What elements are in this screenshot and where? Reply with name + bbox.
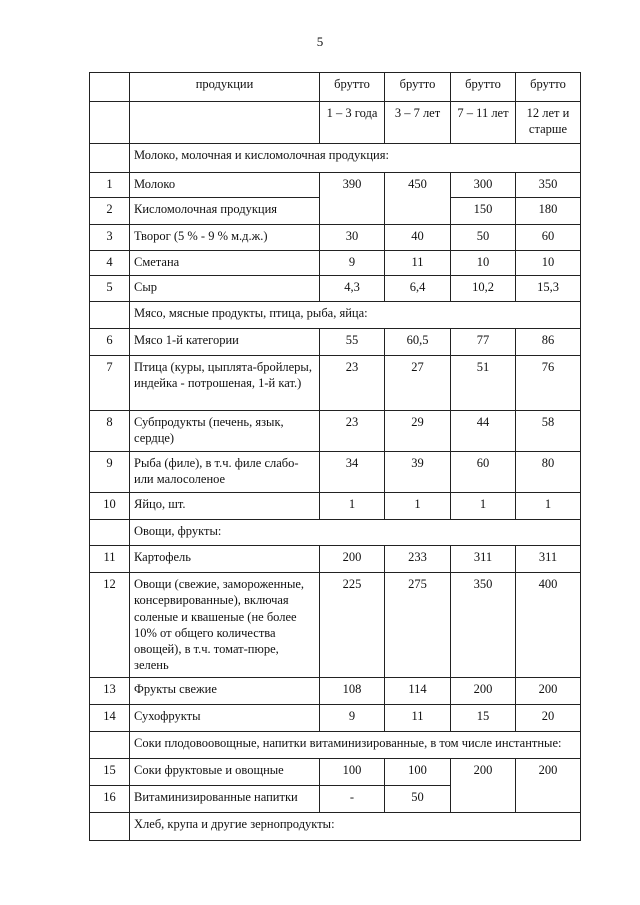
value-cell: 39 (385, 452, 451, 493)
value-cell: 29 (385, 411, 451, 452)
row-number: 5 (90, 276, 130, 302)
table-row (90, 546, 581, 573)
nutrition-norms-table (89, 72, 581, 841)
table-row (90, 329, 581, 356)
value-cell: 20 (516, 704, 581, 731)
row-number: 11 (90, 546, 130, 573)
header-row-brutto (90, 73, 581, 102)
value-cell: - (320, 785, 385, 812)
product-name: Овощи (свежие, замороженные, консервированные), включая соленые и квашеные (не более 10% от общего количества овощей), в т.ч. томат-пюре, зелень (130, 573, 320, 678)
value-cell: 27 (385, 356, 451, 411)
value-cell: 200 (451, 758, 516, 812)
value-cell: 200 (516, 677, 581, 704)
table-row (90, 758, 581, 785)
value-cell: 11 (385, 251, 451, 276)
value-cell: 23 (320, 411, 385, 452)
value-cell: 6,4 (385, 276, 451, 302)
value-cell: 40 (385, 225, 451, 251)
section-row (90, 144, 581, 173)
header-number-cell (90, 102, 130, 144)
header-brutto: брутто (451, 73, 516, 102)
row-number: 9 (90, 452, 130, 493)
product-name: Сыр (130, 276, 320, 302)
value-cell: 450 (385, 173, 451, 225)
value-cell: 44 (451, 411, 516, 452)
header-number-cell (90, 73, 130, 102)
row-number: 8 (90, 411, 130, 452)
product-name: Субпродукты (печень, язык, сердце) (130, 411, 320, 452)
value-cell: 180 (516, 198, 581, 225)
row-number: 12 (90, 573, 130, 678)
value-cell: 15,3 (516, 276, 581, 302)
value-cell: 10 (451, 251, 516, 276)
value-cell: 60,5 (385, 329, 451, 356)
product-name: Яйцо, шт. (130, 493, 320, 520)
header-age-group: 3 – 7 лет (385, 102, 451, 144)
header-age-group: 7 – 11 лет (451, 102, 516, 144)
header-product-cell (130, 102, 320, 144)
value-cell: 114 (385, 677, 451, 704)
table-row (90, 411, 581, 452)
value-cell: 51 (451, 356, 516, 411)
table-row (90, 452, 581, 493)
table-row (90, 173, 581, 198)
value-cell: 50 (385, 785, 451, 812)
value-cell: 50 (451, 225, 516, 251)
header-brutto: брутто (320, 73, 385, 102)
table-row (90, 251, 581, 276)
value-cell: 55 (320, 329, 385, 356)
table-row (90, 493, 581, 520)
value-cell: 390 (320, 173, 385, 225)
product-name: Фрукты свежие (130, 677, 320, 704)
value-cell: 30 (320, 225, 385, 251)
product-name: Кисломолочная продукция (130, 198, 320, 225)
table-row (90, 356, 581, 411)
table-row (90, 225, 581, 251)
section-row (90, 520, 581, 546)
value-cell: 275 (385, 573, 451, 678)
value-cell: 225 (320, 573, 385, 678)
value-cell: 86 (516, 329, 581, 356)
product-name: Картофель (130, 546, 320, 573)
section-title-dairy: Молоко, молочная и кисломолочная продукция: (130, 144, 581, 173)
value-cell: 1 (385, 493, 451, 520)
value-cell: 11 (385, 704, 451, 731)
value-cell: 300 (451, 173, 516, 198)
row-number: 6 (90, 329, 130, 356)
value-cell: 10 (516, 251, 581, 276)
value-cell: 108 (320, 677, 385, 704)
page-number: 5 (316, 34, 324, 49)
value-cell: 23 (320, 356, 385, 411)
value-cell: 350 (516, 173, 581, 198)
value-cell: 9 (320, 251, 385, 276)
value-cell: 233 (385, 546, 451, 573)
product-name: Рыба (филе), в т.ч. филе слабо- или малосоленое (130, 452, 320, 493)
value-cell: 311 (516, 546, 581, 573)
row-number: 3 (90, 225, 130, 251)
row-number: 1 (90, 173, 130, 198)
row-number: 16 (90, 785, 130, 812)
value-cell: 1 (516, 493, 581, 520)
value-cell: 400 (516, 573, 581, 678)
value-cell: 1 (451, 493, 516, 520)
section-row (90, 812, 581, 840)
value-cell: 34 (320, 452, 385, 493)
header-age-group: 1 – 3 года (320, 102, 385, 144)
value-cell: 1 (320, 493, 385, 520)
value-cell: 350 (451, 573, 516, 678)
row-number: 4 (90, 251, 130, 276)
value-cell: 4,3 (320, 276, 385, 302)
product-name: Птица (куры, цыплята-бройлеры, индейка - потрошеная, 1-й кат.) (130, 356, 320, 411)
value-cell: 10,2 (451, 276, 516, 302)
row-number: 7 (90, 356, 130, 411)
table-row (90, 573, 581, 678)
table-row (90, 276, 581, 302)
product-name: Сухофрукты (130, 704, 320, 731)
section-title-bread: Хлеб, крупа и другие зернопродукты: (130, 812, 581, 840)
table-row (90, 704, 581, 731)
value-cell: 311 (451, 546, 516, 573)
header-brutto: брутто (516, 73, 581, 102)
product-name: Мясо 1-й категории (130, 329, 320, 356)
header-row-ages (90, 102, 581, 144)
section-title-meat: Мясо, мясные продукты, птица, рыба, яйца: (130, 302, 581, 329)
section-row (90, 302, 581, 329)
row-number: 15 (90, 758, 130, 785)
section-row (90, 731, 581, 758)
value-cell: 58 (516, 411, 581, 452)
product-name: Соки фруктовые и овощные (130, 758, 320, 785)
value-cell: 100 (320, 758, 385, 785)
header-product: продукции (130, 73, 320, 102)
value-cell: 60 (451, 452, 516, 493)
section-title-juices: Соки плодовоовощные, напитки витаминизированные, в том числе инстантные: (130, 731, 581, 758)
value-cell: 80 (516, 452, 581, 493)
section-title-vegetables: Овощи, фрукты: (130, 520, 581, 546)
row-number: 2 (90, 198, 130, 225)
value-cell: 200 (320, 546, 385, 573)
value-cell: 150 (451, 198, 516, 225)
value-cell: 15 (451, 704, 516, 731)
value-cell: 60 (516, 225, 581, 251)
row-number: 10 (90, 493, 130, 520)
product-name: Творог (5 % - 9 % м.д.ж.) (130, 225, 320, 251)
value-cell: 9 (320, 704, 385, 731)
row-number: 13 (90, 677, 130, 704)
table-row (90, 677, 581, 704)
value-cell: 200 (451, 677, 516, 704)
header-brutto: брутто (385, 73, 451, 102)
value-cell: 76 (516, 356, 581, 411)
value-cell: 100 (385, 758, 451, 785)
header-age-group: 12 лет и старше (516, 102, 581, 144)
row-number: 14 (90, 704, 130, 731)
value-cell: 77 (451, 329, 516, 356)
product-name: Молоко (130, 173, 320, 198)
value-cell: 200 (516, 758, 581, 812)
product-name: Витаминизированные напитки (130, 785, 320, 812)
product-name: Сметана (130, 251, 320, 276)
